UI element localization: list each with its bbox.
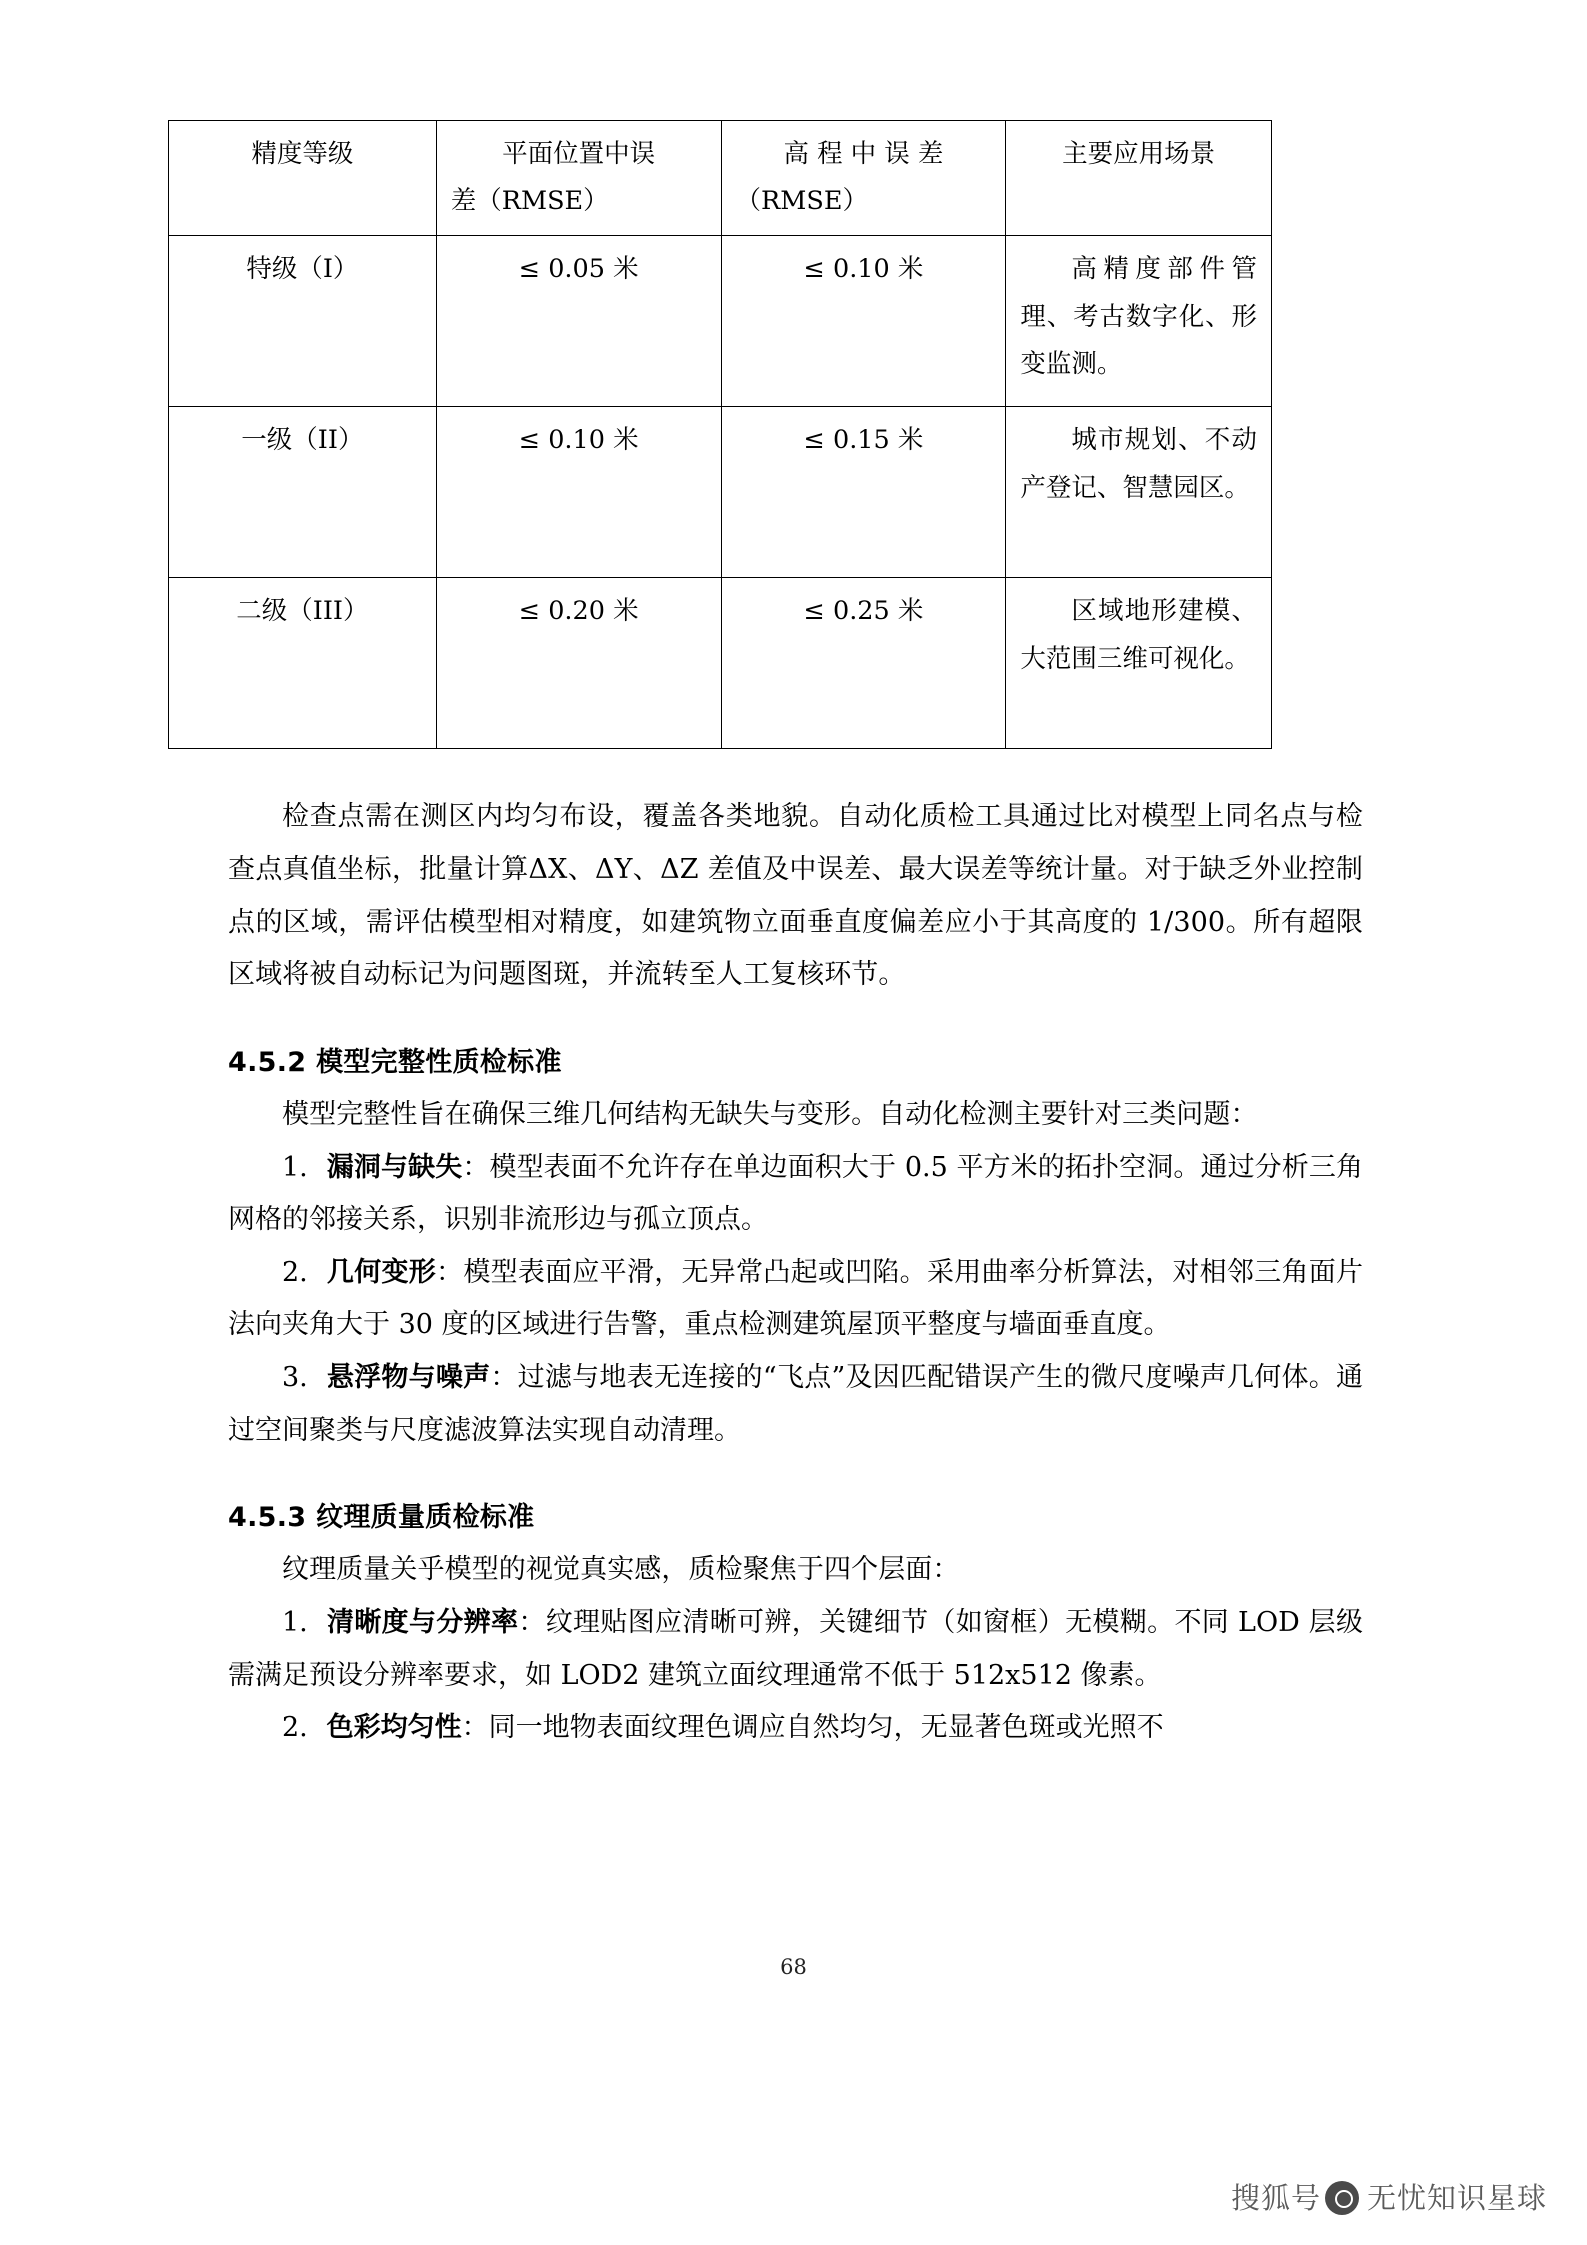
list-item-text: 模型表面应平滑，无异常凸起或凹陷。采用曲率分析算法，对相邻三角面片法向夹角大于 30 度的区域进行告警，重点检测建筑屋顶平整度与墙面垂直度。 bbox=[228, 1256, 1364, 1341]
list-item-number: 1. bbox=[282, 1607, 308, 1639]
table-header-row bbox=[169, 121, 1272, 236]
cell-scenario: 城市规划、不动产登记、智慧园区。 bbox=[1006, 407, 1272, 578]
list-item-separator: ： bbox=[436, 1256, 464, 1288]
list-item-separator: ： bbox=[461, 1712, 489, 1744]
cell-grade: 二级（III） bbox=[169, 578, 437, 749]
list-item-number: 3. bbox=[282, 1362, 308, 1394]
paragraph-4-5-2-intro: 模型完整性旨在确保三维几何结构无缺失与变形。自动化检测主要针对三类问题： bbox=[282, 1098, 1258, 1130]
table-header-cell-height-rmse bbox=[721, 121, 1006, 236]
table-row bbox=[169, 407, 1272, 578]
list-item-text: 模型表面不允许存在单边面积大于 0.5 平方米的拓扑空洞。通过分析三角网格的邻接关系，识别非流形边与孤立顶点。 bbox=[228, 1151, 1364, 1236]
header-height-line2: （RMSE） bbox=[735, 186, 868, 217]
list-item-number: 2. bbox=[282, 1256, 308, 1288]
page-number: 68 bbox=[780, 1955, 807, 1979]
list-item bbox=[228, 1597, 1363, 1702]
list-item-separator: ： bbox=[518, 1607, 546, 1639]
header-grade-line1: 精度等级 bbox=[251, 139, 354, 169]
list-item-number: 1. bbox=[282, 1151, 308, 1183]
list-item-lead: 清晰度与分辨率 bbox=[326, 1607, 519, 1639]
heading-4-5-2: 4.5.2 模型完整性质检标准 bbox=[228, 1046, 562, 1078]
cell-scenario: 区域地形建模、大范围三维可视化。 bbox=[1006, 578, 1272, 749]
list-item bbox=[228, 1142, 1363, 1247]
paragraph-check-points: 检查点需在测区内均匀布设，覆盖各类地貌。自动化质检工具通过比对模型上同名点与检查点真值坐标，批量计算ΔX、ΔY、ΔZ 差值及中误差、最大误差等统计量。对于缺乏外业控制点的区域，需评估模型相对精度，如建筑物立面垂直度偏差应小于其高度的 1/300。所有超限区域将被自动标记为问题图斑，并流转至人工复核环节。 bbox=[228, 801, 1363, 991]
header-plane-line2: 差（RMSE） bbox=[450, 186, 609, 217]
list-item-number: 2. bbox=[282, 1712, 308, 1744]
paragraph-4-5-3-intro: 纹理质量关乎模型的视觉真实感，质检聚焦于四个层面： bbox=[282, 1554, 960, 1586]
watermark-name: 无忧知识星球 bbox=[1366, 2181, 1547, 2215]
list-item bbox=[228, 1247, 1363, 1352]
table-header-cell-grade bbox=[169, 121, 437, 236]
header-height-line1: 高 程 中 误 差 bbox=[783, 139, 944, 169]
watermark bbox=[1231, 2176, 1547, 2217]
cell-height-rmse: ≤ 0.25 米 bbox=[721, 578, 1006, 749]
heading-4-5-3: 4.5.3 纹理质量质检标准 bbox=[228, 1502, 535, 1534]
accuracy-grade-table bbox=[168, 120, 1272, 749]
table-header-cell-plane-rmse bbox=[436, 121, 721, 236]
header-plane-line1: 平面位置中误 bbox=[502, 139, 656, 169]
list-item-lead: 漏洞与缺失 bbox=[326, 1151, 463, 1183]
table-row bbox=[169, 236, 1272, 407]
cell-height-rmse: ≤ 0.10 米 bbox=[721, 236, 1006, 407]
table-header-cell-scenario bbox=[1006, 121, 1272, 236]
list-item bbox=[228, 1702, 1363, 1755]
cell-scenario: 高精度部件管理、考古数字化、形变监测。 bbox=[1006, 236, 1272, 407]
list-item-text: 过滤与地表无连接的“飞点”及因匹配错误产生的微尺度噪声几何体。通过空间聚类与尺度滤波算法实现自动清理。 bbox=[228, 1362, 1363, 1446]
list-item-text: 同一地物表面纹理色调应自然均匀，无显著色斑或光照不 bbox=[488, 1712, 1164, 1744]
table-row bbox=[169, 578, 1272, 749]
list-item bbox=[228, 1352, 1363, 1457]
list-item-lead: 色彩均匀性 bbox=[326, 1712, 462, 1744]
page-content bbox=[228, 120, 1363, 1755]
list-item-text: 纹理贴图应清晰可辨，关键细节（如窗框）无模糊。不同 LOD 层级需满足预设分辨率要求，如 LOD2 建筑立面纹理通常不低于 512x512 像素。 bbox=[228, 1607, 1364, 1691]
cell-height-rmse: ≤ 0.15 米 bbox=[721, 407, 1006, 578]
cell-grade: 特级（I） bbox=[169, 236, 437, 407]
cell-plane-rmse: ≤ 0.10 米 bbox=[436, 407, 721, 578]
cell-grade: 一级（II） bbox=[169, 407, 437, 578]
list-item-separator: ： bbox=[462, 1151, 490, 1183]
list-item-separator: ： bbox=[490, 1362, 518, 1394]
list-item-lead: 悬浮物与噪声 bbox=[326, 1362, 491, 1394]
header-scenario-line1: 主要应用场景 bbox=[1062, 139, 1216, 169]
list-item-lead: 几何变形 bbox=[326, 1256, 437, 1288]
cell-plane-rmse: ≤ 0.20 米 bbox=[436, 578, 721, 749]
sohu-logo-icon bbox=[1325, 2181, 1359, 2215]
cell-plane-rmse: ≤ 0.05 米 bbox=[436, 236, 721, 407]
watermark-prefix: 搜狐号 bbox=[1230, 2181, 1321, 2215]
